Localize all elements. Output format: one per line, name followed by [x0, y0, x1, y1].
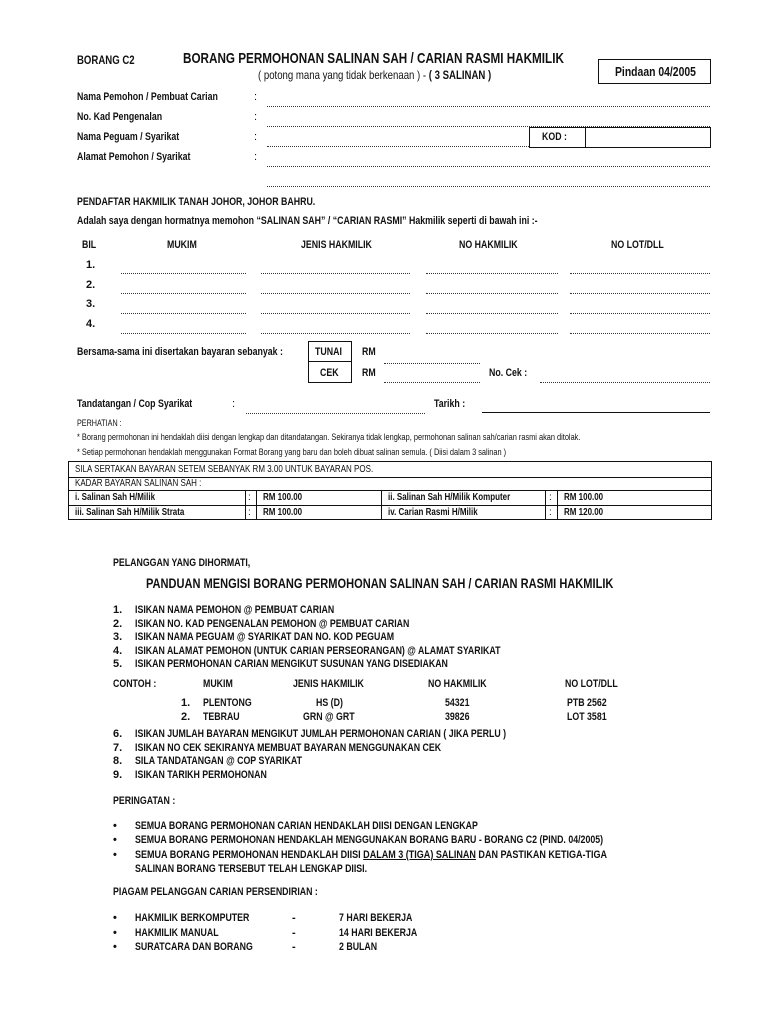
row2-no-input[interactable]: [426, 293, 558, 294]
ic-number-label: No. Kad Pengenalan: [77, 111, 163, 123]
fee-label: iv. Carian Rasmi H/Milik: [388, 507, 478, 518]
row3-no-input[interactable]: [426, 313, 558, 314]
fee-amount: RM 100.00: [263, 507, 303, 518]
divider: [545, 490, 546, 520]
step-item: 4. ISIKAN ALAMAT PEMOHON (UNTUK CARIAN PERSEORANGAN) @ ALAMAT SYARIKAT: [113, 644, 501, 657]
warning-item: SEMUA BORANG PERMOHONAN HENDAKLAH DIISI DALAM 3 (TIGA) SALINAN DAN PASTIKAN KETIGA-TIGA: [135, 849, 608, 861]
example-row-number: 1.: [181, 697, 191, 709]
step-item: 7. ISIKAN NO CEK SEKIRANYA MEMBUAT BAYARAN MENGGUNAKAN CEK: [113, 741, 442, 754]
cek-option[interactable]: CEK: [320, 367, 339, 379]
example-no: 54321: [445, 697, 470, 709]
currency-label: RM: [362, 346, 376, 358]
charter-item: SURATCARA DAN BORANG: [135, 941, 253, 953]
col-header-no-hakmilik: NO HAKMILIK: [459, 239, 518, 251]
fee-label: iii. Salinan Sah H/Milik Strata: [75, 507, 185, 518]
colon: :: [549, 492, 552, 503]
tunai-option[interactable]: TUNAI: [315, 346, 342, 358]
row1-lot-input[interactable]: [570, 273, 710, 274]
fee-label: ii. Salinan Sah H/Milik Komputer: [388, 492, 511, 503]
notes-title: PERHATIAN :: [77, 418, 122, 428]
lawyer-company-input[interactable]: [267, 146, 529, 147]
cheque-no-input[interactable]: [540, 382, 710, 383]
divider: [308, 361, 352, 362]
lawyer-company-label: Nama Peguam / Syarikat: [77, 131, 180, 143]
row2-lot-input[interactable]: [570, 293, 710, 294]
colon: :: [232, 398, 236, 410]
colon: :: [248, 492, 251, 503]
fee-amount: RM 120.00: [564, 507, 604, 518]
bullet-icon: •: [113, 834, 117, 846]
example-label: CONTOH :: [113, 678, 157, 690]
step-item: 9. ISIKAN TARIKH PERMOHONAN: [113, 768, 267, 781]
colon: :: [549, 507, 552, 518]
row3-jenis-input[interactable]: [261, 313, 410, 314]
col-header-jenis: JENIS HAKMILIK: [301, 239, 372, 251]
stamp-note: SILA SERTAKAN BAYARAN SETEM SEBANYAK RM 3.00 UNTUK BAYARAN POS.: [75, 464, 374, 475]
warning-item: SEMUA BORANG PERMOHONAN HENDAKLAH MENGGUNAKAN BORANG BARU - BORANG C2 (PIND. 04/2005): [135, 834, 604, 846]
step-item: 2. ISIKAN NO. KAD PENGENALAN PEMOHON @ PEMBUAT CARIAN: [113, 617, 410, 630]
date-label: Tarikh :: [434, 398, 466, 410]
example-lot: LOT 3581: [567, 711, 607, 723]
charter-time: 7 HARI BEKERJA: [339, 912, 413, 924]
example-lot: PTB 2562: [567, 697, 607, 709]
example-mukim: PLENTONG: [203, 697, 252, 709]
rate-title: KADAR BAYARAN SALINAN SAH :: [75, 478, 202, 489]
kod-label: KOD :: [542, 131, 567, 143]
example-header-jenis: JENIS HAKMILIK: [293, 678, 364, 690]
form-code: BORANG C2: [77, 53, 135, 67]
signature-input[interactable]: [246, 413, 425, 414]
row4-mukim-input[interactable]: [121, 333, 246, 334]
payment-label: Bersama-sama ini disertakan bayaran sebanyak :: [77, 346, 283, 358]
colon: :: [254, 131, 258, 143]
charter-time: 14 HARI BEKERJA: [339, 927, 418, 939]
step-item: 1. ISIKAN NAMA PEMOHON @ PEMBUAT CARIAN: [113, 604, 335, 616]
step-item: 5. ISIKAN PERMOHONAN CARIAN MENGIKUT SUSUNAN YANG DISEDIAKAN: [113, 658, 448, 670]
example-header-lot: NO LOT/DLL: [565, 678, 618, 690]
address-input-line-1[interactable]: [267, 166, 710, 167]
row2-mukim-input[interactable]: [121, 293, 246, 294]
addressee: PENDAFTAR HAKMILIK TANAH JOHOR, JOHOR BAHRU.: [77, 196, 316, 208]
example-header-no: NO HAKMILIK: [428, 678, 487, 690]
divider: [245, 490, 246, 520]
fee-label: i. Salinan Sah H/Milik: [75, 492, 156, 503]
example-row-number: 2.: [181, 711, 191, 723]
amendment-label: Pindaan 04/2005: [615, 64, 696, 79]
row-number: 2.: [86, 279, 96, 291]
bullet-icon: •: [113, 820, 117, 832]
row4-lot-input[interactable]: [570, 333, 710, 334]
colon: :: [248, 507, 251, 518]
col-header-no-lot: NO LOT/DLL: [611, 239, 664, 251]
steps-list-b: [113, 728, 599, 782]
bullet-icon: •: [113, 941, 117, 953]
cash-amount-input[interactable]: [384, 363, 480, 364]
row-number: 4.: [86, 318, 96, 330]
colon: :: [254, 151, 258, 163]
charter-dash: -: [292, 941, 296, 953]
form-title: BORANG PERMOHONAN SALINAN SAH / CARIAN RASMI HAKMILIK: [183, 50, 564, 67]
row3-mukim-input[interactable]: [121, 313, 246, 314]
charter-dash: -: [292, 912, 296, 924]
currency-label: RM: [362, 367, 376, 379]
divider: [557, 490, 558, 520]
col-header-mukim: MUKIM: [167, 239, 197, 251]
warning-item: SEMUA BORANG PERMOHONAN CARIAN HENDAKLAH DIISI DENGAN LENGKAP: [135, 820, 478, 832]
row1-jenis-input[interactable]: [261, 273, 410, 274]
steps-list-a: [113, 604, 592, 672]
row1-no-input[interactable]: [426, 273, 558, 274]
bullet-icon: •: [113, 849, 117, 861]
fee-amount: RM 100.00: [263, 492, 303, 503]
colon: :: [254, 91, 258, 103]
example-jenis: GRN @ GRT: [303, 711, 355, 723]
row1-mukim-input[interactable]: [121, 273, 246, 274]
fee-amount: RM 100.00: [564, 492, 604, 503]
row3-lot-input[interactable]: [570, 313, 710, 314]
guide-title: PANDUAN MENGISI BORANG PERMOHONAN SALINAN SAH / CARIAN RASMI HAKMILIK: [146, 575, 614, 591]
warning-item-continued: SALINAN BORANG TERSEBUT TELAH LENGKAP DIISI.: [135, 863, 368, 875]
cheque-no-label: No. Cek :: [489, 367, 528, 379]
col-header-bil: BIL: [82, 239, 97, 251]
address-label: Alamat Pemohon / Syarikat: [77, 151, 191, 163]
warning-title: PERINGATAN :: [113, 795, 176, 807]
step-item: 6. ISIKAN JUMLAH BAYARAN MENGIKUT JUMLAH PERMOHONAN CARIAN ( JIKA PERLU ): [113, 728, 507, 740]
form-subtitle: ( potong mana yang tidak berkenaan ) - ( 3 SALINAN ): [258, 68, 492, 82]
divider: [256, 490, 257, 520]
divider: [381, 490, 382, 520]
charter-dash: -: [292, 927, 296, 939]
address-input-line-2[interactable]: [267, 186, 710, 187]
row2-jenis-input[interactable]: [261, 293, 410, 294]
kod-input[interactable]: [585, 127, 711, 148]
cheque-amount-input[interactable]: [384, 382, 480, 383]
applicant-name-input[interactable]: [267, 106, 710, 107]
charter-time: 2 BULAN: [339, 941, 378, 953]
row-number: 3.: [86, 298, 96, 310]
signature-label: Tandatangan / Cop Syarikat: [77, 398, 193, 410]
colon: :: [254, 111, 258, 123]
charter-item: HAKMILIK MANUAL: [135, 927, 219, 939]
applicant-name-label: Nama Pemohon / Pembuat Carian: [77, 91, 218, 103]
greeting: PELANGGAN YANG DIHORMATI,: [113, 557, 251, 569]
example-no: 39826: [445, 711, 470, 723]
step-item: 3. ISIKAN NAMA PEGUAM @ SYARIKAT DAN NO. KOD PEGUAM: [113, 631, 395, 643]
charter-title: PIAGAM PELANGGAN CARIAN PERSENDIRIAN :: [113, 886, 318, 898]
example-header-mukim: MUKIM: [203, 678, 233, 690]
note-item: * Setiap permohonan hendaklah menggunakan Format Borang yang baru dan boleh dibuat salinan semula. ( Diisi dalam 3 salinan ): [77, 447, 507, 457]
charter-item: HAKMILIK BERKOMPUTER: [135, 912, 250, 924]
example-jenis: HS (D): [316, 697, 343, 709]
request-text: Adalah saya dengan hormatnya memohon “SALINAN SAH” / “CARIAN RASMI” Hakmilik seperti di bawah ini :-: [77, 215, 538, 227]
note-item: * Borang permohonan ini hendaklah diisi dengan lengkap dan ditandatangan. Sekiranya tidak lengkap, permohonan salinan sah/carian rasmi akan ditolak.: [77, 432, 581, 442]
step-item: 8. SILA TANDATANGAN @ COP SYARIKAT: [113, 755, 302, 767]
row-number: 1.: [86, 259, 96, 271]
row4-jenis-input[interactable]: [261, 333, 410, 334]
example-mukim: TEBRAU: [203, 711, 240, 723]
bullet-icon: •: [113, 927, 117, 939]
date-input[interactable]: [482, 412, 710, 413]
row4-no-input[interactable]: [426, 333, 558, 334]
bullet-icon: •: [113, 912, 117, 924]
